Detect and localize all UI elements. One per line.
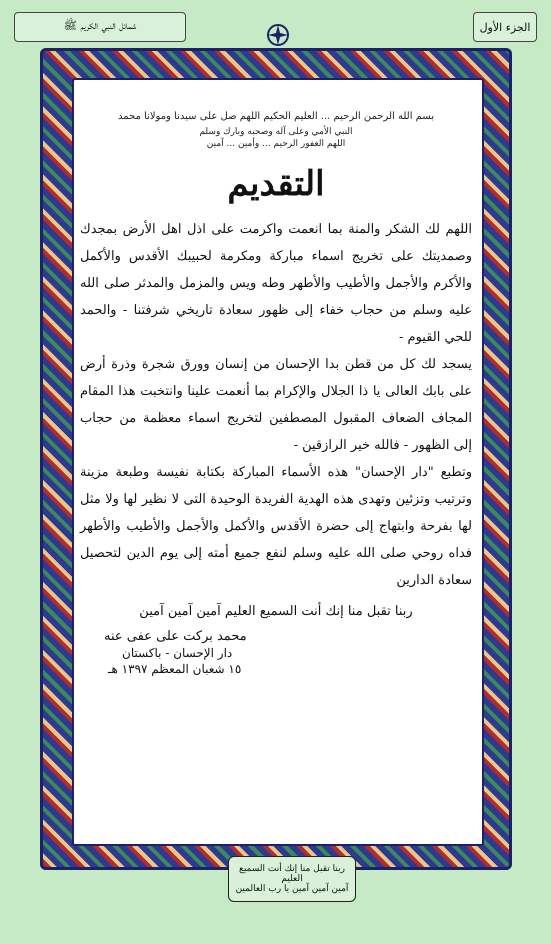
document-content — [80, 110, 472, 676]
header-plaque-left-text: شمائل النبي الكريم ﷺ — [63, 19, 137, 32]
top-ornament-icon — [265, 22, 291, 48]
place-line: دار الإحسان - باكستان — [122, 646, 233, 660]
intro-line: النبي الأمي وعلى آله وصحبه وبارك وسلم — [199, 127, 353, 137]
signature: محمد بركت على عفى عنه — [104, 629, 247, 644]
header-plaque-right-text: الجزء الأول — [479, 20, 531, 34]
paragraph: وتطبع "دار الإحسان" هذه الأسماء المباركة بكتابة نفيسة وطبعة مزينة وترتيب وتزئين وتهدى هذه الهدية الفريدة الوحيدة التى لا نظير لها ولا مثل لها بفرحة وابتهاج إلى حضرة الأقدس والأكمل والأجمل والأطيب والأطهر فداه روحي صلى الله عليه وسلم لنفع جميع أمته إلى يوم الدين لتحصيل سعادة الدارين — [80, 465, 472, 588]
header-plaque-left — [14, 12, 186, 42]
paragraph: اللهم لك الشكر والمنة بما انعمت واكرمت على اذل اهل الأرض بمجدك وصمديتك على تخريج اسماء مباركة ومكرمة لحبيبك الأقدس والأكمل والأكرم والأجمل والأطيب والأطهر وطه ويس والمزمل والمدثر صلى الله عليه وسلم من حجاب خفاء إلى ظهور سعادة تاريخي شرفتنا - والحمد للحي القيوم - — [80, 222, 472, 345]
footer-plaque-line: آمين آمين آمين يا رب العالمين — [235, 884, 349, 894]
intro-line: اللهم الغفور الرحيم ... وأمين ... آمين — [206, 139, 346, 149]
date-line: ١٥ شعبان المعظم ١٣٩٧ هـ — [108, 662, 242, 676]
footer-plaque-line: ربنا تقبل منا إنك أنت السميع العليم — [239, 864, 345, 884]
footer-plaque — [228, 856, 356, 902]
header-plaque-right — [473, 12, 537, 42]
page-title: التقديم — [227, 164, 325, 204]
closing-verse: ربنا تقبل منا إنك أنت السميع العليم آمين آمين آمين — [139, 604, 413, 619]
paragraph: يسجد لك كل من قطن بدا الإحسان من إنسان وورق شجرة وذرة أرض على بابك العالى يا ذا الجلال والإكرام بما أنعمت علينا وانتخبت هذا المقام المجاف الضعاف المقبول المصطفين لتخريج اسماء معظمة من حجاب إلى الظهور - فالله خير الرازقين - — [80, 357, 472, 453]
intro-line: بسم الله الرحمن الرحيم ... العليم الحكيم اللهم صل على سيدنا ومولانا محمد — [117, 111, 435, 122]
